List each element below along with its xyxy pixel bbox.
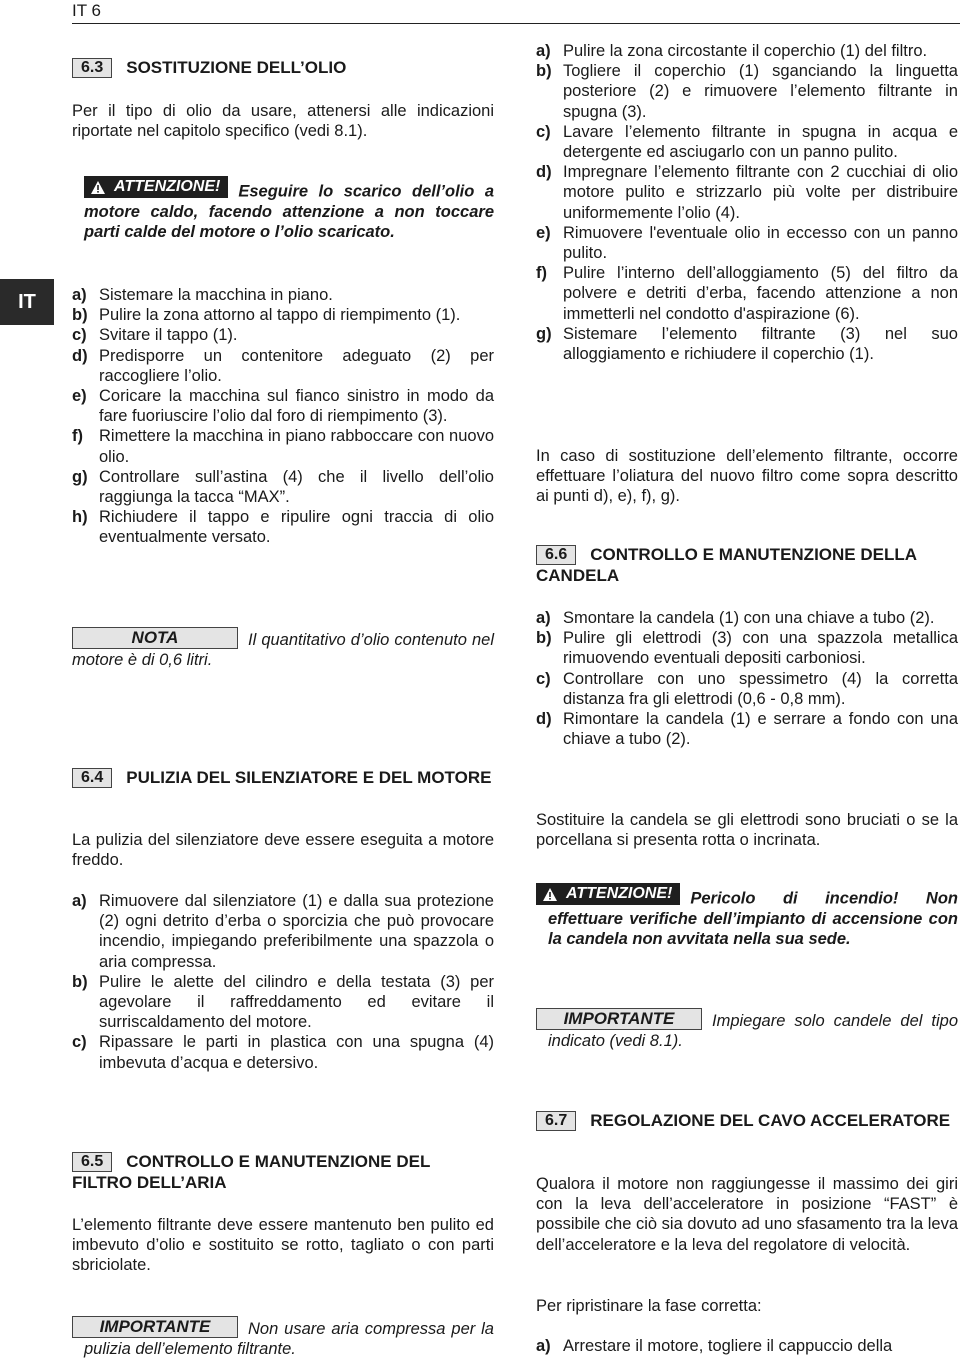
list-item [72, 507, 494, 547]
list-item-label: d) [536, 710, 552, 729]
section-6-4-heading [72, 767, 494, 788]
section-6-7-lead: Per ripristinare la fase corretta: [536, 1297, 762, 1315]
list-item-text: Impregnare l’elemento filtrante con 2 cucchiai di olio motore pulito e strizzarlo più volte per distribuire uniformemente l’olio (4). [563, 163, 958, 222]
list-item-label: b) [72, 972, 88, 991]
list-item-text: Pulire la zona circostante il coperchio (1) del filtro. [563, 42, 928, 60]
list-item [72, 325, 494, 345]
important-block [72, 1316, 494, 1358]
section-number: 6.7 [536, 1111, 576, 1131]
language-tab: IT [0, 279, 54, 325]
section-6-5-heading [72, 1151, 494, 1193]
note-text: Il quantitativo d’olio contenuto nel motore è di 0,6 litri. [72, 631, 494, 670]
warning-block [536, 883, 958, 949]
list-item-text: Rimontare la candela (1) e serrare a fondo con una chiave a tubo (2). [563, 710, 958, 749]
list-item [72, 891, 494, 972]
note-badge: NOTA [72, 627, 238, 649]
warning-block [72, 176, 494, 242]
list-item [536, 608, 958, 628]
list-item [72, 305, 494, 325]
section-title: CONTROLLO E MANUTENZIONE DELLA CANDELA [536, 545, 917, 586]
list-item [536, 324, 958, 364]
page-number: IT 6 [72, 1, 101, 20]
important-badge: IMPORTANTE [536, 1008, 702, 1030]
warning-triangle-icon [90, 180, 106, 195]
list-item-text: Controllare con uno spessimetro (4) la corretta distanza fra gli elettrodi (0,6 - 0,8 mm). [563, 669, 958, 708]
warning-label: ATTENZIONE! [114, 178, 221, 195]
list-item-text: Rimettere la macchina in piano rabboccare con nuovo olio. [99, 427, 494, 466]
section-6-3-intro: Per il tipo di olio da usare, attenersi alle indicazioni riportate nel capitolo specifico (vedi 8.1). [72, 102, 494, 141]
list-item [536, 122, 958, 162]
list-item [536, 628, 958, 668]
list-item [72, 467, 494, 507]
list-item-label: f) [72, 427, 83, 446]
list-item [536, 1336, 958, 1356]
list-item-text: Controllare sull’astina (4) che il livello dell’olio raggiunga la tacca “MAX”. [99, 467, 494, 507]
list-item-label: g) [536, 324, 552, 343]
list-item-label: d) [536, 163, 552, 182]
section-6-7-steps [536, 1336, 958, 1356]
section-title: REGOLAZIONE DEL CAVO ACCELERATORE [590, 1111, 951, 1130]
warning-text: Pericolo di incendio! Non effettuare verifiche dell’impianto di accensione con la candela non avvitata nella sua sede. [548, 889, 958, 948]
section-6-4-steps [72, 891, 494, 1073]
list-item-label: b) [536, 629, 552, 648]
section-title: SOSTITUZIONE DELL’OLIO [126, 58, 347, 77]
list-item [72, 426, 494, 466]
list-item [536, 162, 958, 223]
list-item-text: Pulire la zona attorno al tappo di riempimento (1). [99, 306, 461, 325]
list-item-label: a) [536, 42, 551, 60]
list-item [536, 41, 958, 61]
list-item-label: c) [72, 1033, 87, 1052]
list-item-label: f) [536, 264, 547, 283]
list-item-text: Sistemare la macchina in piano. [99, 286, 333, 304]
list-item-label: e) [72, 387, 87, 406]
list-item-text: Sistemare l’elemento filtrante (3) nel suo alloggiamento e richiudere il coperchio (1). [563, 324, 958, 364]
list-item-text: Richiudere il tappo e ripulire ogni traccia di olio eventualmente versato. [99, 508, 494, 547]
list-item [536, 709, 958, 749]
list-item-text: Ripassare le parti in plastica con una spugna (4) imbevuta d’acqua e detersivo. [99, 1033, 494, 1072]
important-badge: IMPORTANTE [72, 1316, 238, 1338]
section-number: 6.4 [72, 768, 112, 788]
list-item [536, 223, 958, 263]
list-item-label: c) [536, 669, 551, 688]
list-item-label: e) [536, 223, 551, 242]
section-6-6-steps [536, 608, 958, 749]
important-block [536, 1008, 958, 1051]
list-item-label: b) [72, 306, 88, 325]
section-6-3-heading [72, 57, 494, 78]
list-item-text: Pulire gli elettrodi (3) con una spazzola metallica rimuovendo eventuali depositi carboniosi. [563, 629, 958, 668]
section-6-5-outro: In caso di sostituzione dell’elemento filtrante, occorre effettuare l’oliatura del nuovo filtro come sopra descritto ai punti d), e), f), g). [536, 447, 958, 506]
section-6-5-steps [536, 41, 958, 364]
warning-text: Eseguire lo scarico dell’olio a motore caldo, facendo attenzione a non toccare parti calde del motore o l’olio scaricato. [84, 182, 494, 241]
list-item [72, 1032, 494, 1072]
list-item-label: c) [72, 326, 87, 345]
section-6-5-intro: L’elemento filtrante deve essere mantenuto ben pulito ed imbevuto d’olio e sostituito se rotto, tagliato o con parti sbriciolate. [72, 1216, 494, 1275]
warning-badge [84, 176, 228, 198]
warning-triangle-icon [542, 887, 558, 902]
list-item-text: Pulire le alette del cilindro e della testata (3) per agevolare il raffreddamento ed evitare il surriscaldamento del motore. [99, 972, 494, 1032]
list-item-label: a) [72, 286, 87, 304]
warning-badge [536, 883, 680, 905]
list-item-label: a) [536, 609, 551, 627]
list-item-label: a) [536, 1337, 551, 1355]
list-item-text: Pulire l’interno dell’alloggiamento (5) del filtro da polvere e detriti d’erba, facendo attenzione a non immetterli nel condotto d'aspirazione (6). [563, 264, 958, 323]
section-number: 6.5 [72, 1152, 112, 1172]
list-item [536, 263, 958, 324]
list-item-text: Togliere il coperchio (1) sganciando la linguetta posteriore (2) e rimuovere l’elemento filtrante in spugna (3). [563, 62, 958, 121]
section-title: CONTROLLO E MANUTENZIONE DEL FILTRO DELL’ARIA [72, 1152, 431, 1193]
list-item [72, 386, 494, 426]
list-item [72, 285, 494, 305]
list-item-text: Rimuovere dal silenziatore (1) e dalla sua protezione (2) ogni detrito d’erba o sporcizia che può provocare incendio, impiegando preferibilmente una spazzola o aria compressa. [99, 892, 494, 971]
section-6-7-heading [536, 1110, 958, 1131]
section-6-6-outro: Sostituire la candela se gli elettrodi sono bruciati o se la porcellana si presenta rotta o incrinata. [536, 811, 958, 850]
important-text: Impiegare solo candele del tipo indicato (vedi 8.1). [548, 1012, 958, 1051]
list-item [72, 346, 494, 386]
list-item-text: Rimuovere l'eventuale olio in eccesso con un panno pulito. [563, 223, 958, 263]
list-item [536, 61, 958, 122]
warning-label: ATTENZIONE! [566, 885, 673, 902]
list-item-label: h) [72, 508, 88, 527]
section-6-6-heading [536, 544, 958, 586]
list-item-text: Svitare il tappo (1). [99, 326, 238, 345]
list-item [536, 669, 958, 709]
important-text: Non usare aria compressa per la pulizia dell’elemento filtrante. [84, 1320, 494, 1358]
section-number: 6.6 [536, 545, 576, 565]
note-block [72, 627, 494, 670]
list-item-text: Smontare la candela (1) con una chiave a tubo (2). [563, 609, 935, 627]
section-6-7-intro: Qualora il motore non raggiungesse il massimo dei giri con la leva dell’acceleratore in posizione “FAST” è possibile che ciò sia dovuto ad uno sfasamento tra la leva dell’acceleratore e la leva del regolatore di velocità. [536, 1175, 958, 1254]
list-item-label: d) [72, 346, 88, 365]
section-number: 6.3 [72, 58, 112, 78]
list-item-text: Predisporre un contenitore adeguato (2) per raccogliere l’olio. [99, 346, 494, 385]
list-item-label: c) [536, 122, 551, 141]
list-item-text: Arrestare il motore, togliere il cappuccio della [563, 1337, 893, 1355]
section-title: PULIZIA DEL SILENZIATORE E DEL MOTORE [126, 768, 492, 787]
list-item-label: a) [72, 892, 87, 910]
section-6-4-intro: La pulizia del silenziatore deve essere eseguita a motore freddo. [72, 831, 494, 870]
section-6-3-steps [72, 285, 494, 548]
list-item-text: Lavare l’elemento filtrante in spugna in acqua e detergente ed asciugarlo con un panno pulito. [563, 122, 958, 162]
header-divider [72, 23, 960, 24]
list-item [72, 972, 494, 1033]
list-item-text: Coricare la macchina sul fianco sinistro in modo da fare fuoriuscire l’olio dal foro di riempimento (3). [99, 387, 494, 426]
list-item-label: b) [536, 62, 552, 81]
list-item-label: g) [72, 467, 88, 486]
